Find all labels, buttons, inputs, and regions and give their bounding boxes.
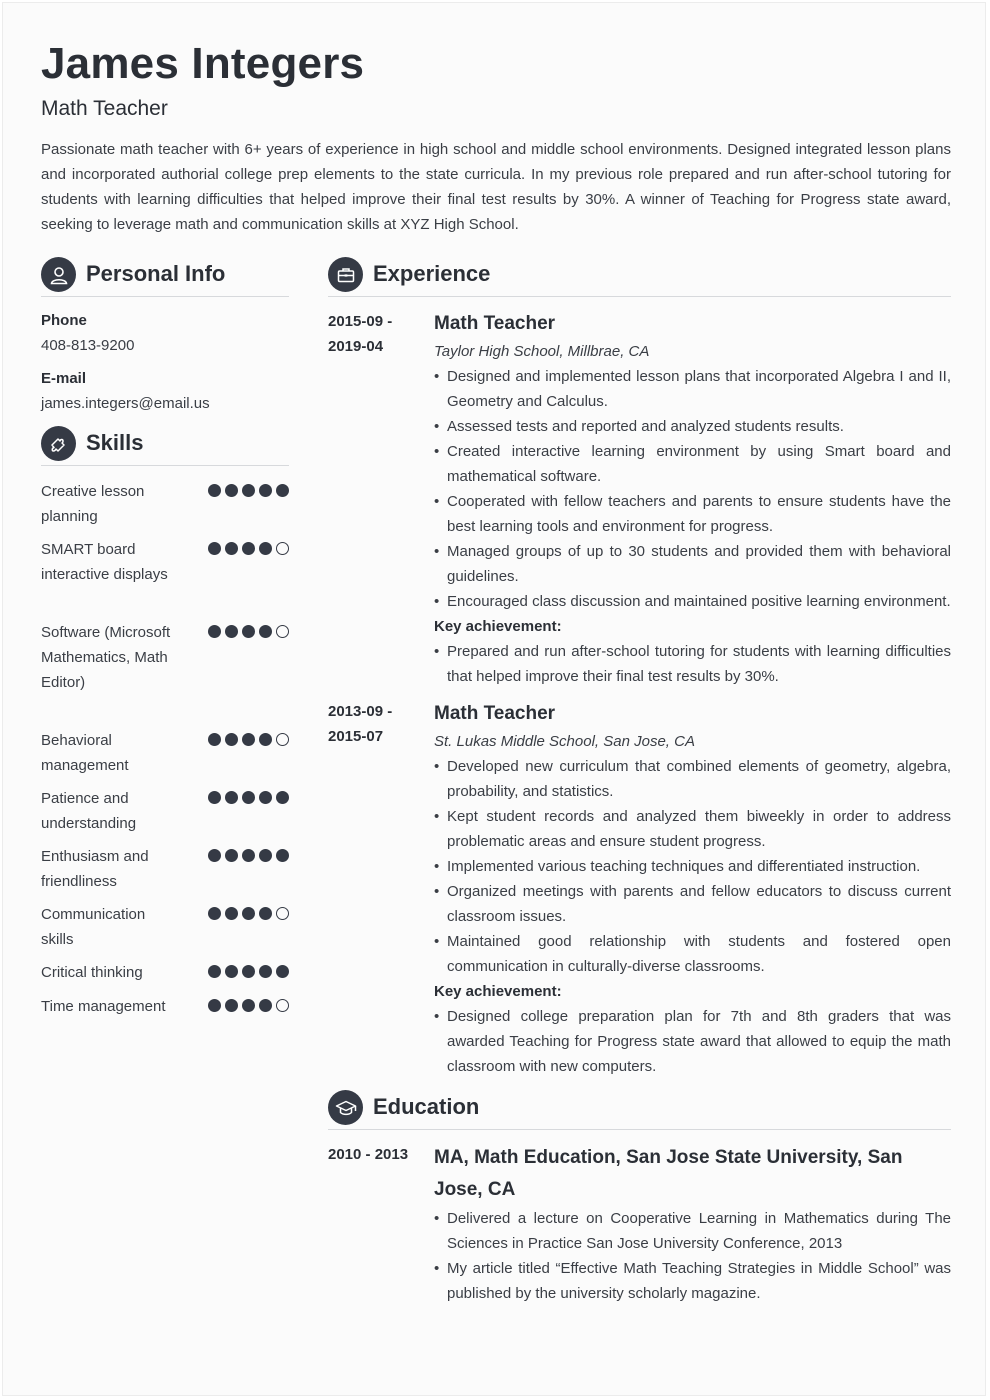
skill-name: Software (Microsoft Mathematics, Math Editor) [41,624,171,691]
skill-rating [208,999,289,1012]
skill-rating [208,791,289,804]
rating-dot-filled [259,733,272,746]
bullet-item: • Created interactive learning environment by using Smart board and mathematical software. [434,439,951,489]
entry-title: Math Teacher [434,703,556,724]
rating-dot-filled [242,849,255,862]
bullet-item: • Designed and implemented lesson plans that incorporated Algebra I and II, Geometry and Calculus. [434,364,951,414]
skill-name: Critical thinking [41,964,143,981]
rating-dot-filled [208,542,221,555]
skill-rating [208,484,289,497]
rating-dot-empty [276,733,289,746]
skill-rating [208,849,289,862]
rating-dot-empty [276,625,289,638]
rating-dot-filled [276,484,289,497]
skill-item [41,728,289,778]
rating-dot-filled [208,907,221,920]
key-achievement: • Designed college preparation plan for 7th and 8th graders that was awarded Teaching for Progress state award that allowed to equip the math classroom with new computers. [434,1004,951,1079]
skill-item [41,844,289,894]
rating-dot-filled [208,625,221,638]
bullet-item: • Encouraged class discussion and maintained positive learning environment. [434,589,951,614]
education-header [328,1090,951,1130]
rating-dot-filled [225,849,238,862]
job-title: Math Teacher [41,97,168,120]
summary: Passionate math teacher with 6+ years of experience in high school and middle school environments. Designed integrated lesson plans and incorporated authorial college prep elements to the state curricula. In my previous role prepared and run after-school tutoring for students with learning difficulties that helped improve their final test results by 30%. A winner of Teaching for Progress state award, seeking to leverage math and communication skills at XYZ High School. [41,141,951,233]
bullet-item: • Kept student records and analyzed them biweekly in order to address problematic areas and ensure student progress. [434,804,951,854]
rating-dot-filled [225,965,238,978]
skill-rating [208,907,289,920]
skills-header [41,426,289,466]
rating-dot-filled [225,999,238,1012]
skill-name: SMART board interactive displays [41,541,168,583]
key-achievement-label: Key achievement: [434,983,562,1000]
rating-dot-filled [259,542,272,555]
skill-item [41,620,289,695]
rating-dot-filled [276,849,289,862]
skill-name: Time management [41,998,166,1015]
skills-heading: Skills [86,430,144,455]
rating-dot-empty [276,999,289,1012]
rating-dot-filled [225,542,238,555]
puzzle-icon [41,426,76,461]
user-icon [41,257,76,292]
skill-item [41,786,289,836]
entry-bullets [434,1206,951,1306]
bullet-item: • Organized meetings with parents and fellow educators to discuss current classroom issues. [434,879,951,929]
rating-dot-filled [259,999,272,1012]
entry-date: 2013-09 - 2015-07 [328,703,393,745]
rating-dot-filled [225,484,238,497]
personal-info-header [41,257,289,297]
graduation-cap-icon [328,1090,363,1125]
rating-dot-filled [276,791,289,804]
key-achievement-label: Key achievement: [434,618,562,635]
rating-dot-filled [208,733,221,746]
rating-dot-filled [225,733,238,746]
skill-name: Communication skills [41,906,146,948]
skill-name: Patience and understanding [41,790,137,832]
skill-item [41,902,289,952]
phone-label: Phone [41,312,87,329]
rating-dot-filled [208,999,221,1012]
rating-dot-filled [242,733,255,746]
rating-dot-filled [242,965,255,978]
rating-dot-filled [259,791,272,804]
education-entry [328,1142,951,1306]
skill-rating [208,542,289,555]
skill-name: Behavioral management [41,732,129,774]
rating-dot-filled [208,965,221,978]
experience-entry [328,699,951,1079]
entry-date: 2015-09 - 2019-04 [328,313,393,355]
entry-bullets [434,364,951,614]
skill-name: Enthusiasm and friendliness [41,848,149,890]
rating-dot-filled [242,791,255,804]
bullet-item: • Implemented various teaching techniques and differentiated instruction. [434,854,951,879]
skill-rating [208,625,289,638]
skill-rating [208,965,289,978]
degree-title: MA, Math Education, San Jose State University, San Jose, CA [434,1147,903,1200]
candidate-name: James Integers [41,39,365,88]
email-label: E-mail [41,370,87,387]
skill-rating [208,733,289,746]
experience-entry [328,309,951,689]
bullet-item: • Managed groups of up to 30 students and provided them with behavioral guidelines. [434,539,951,589]
rating-dot-filled [259,965,272,978]
key-achievement: • Prepared and run after-school tutoring for students with learning difficulties that helped improve their final test results by 30%. [434,639,951,689]
skill-name: Creative lesson planning [41,483,145,525]
resume-page [2,2,986,1396]
education-heading: Education [373,1094,480,1119]
rating-dot-filled [242,625,255,638]
skill-item [41,537,289,587]
skill-item [41,479,289,529]
skill-item [41,960,289,985]
bullet-item: • My article titled “Effective Math Teaching Strategies in Middle School” was published by the university scholarly magazine. [434,1256,951,1306]
rating-dot-empty [276,542,289,555]
entry-date: 2010 - 2013 [328,1146,409,1163]
rating-dot-filled [276,965,289,978]
rating-dot-filled [225,791,238,804]
entry-title: Math Teacher [434,313,556,334]
phone-value: 408-813-9200 [41,337,135,354]
rating-dot-filled [242,542,255,555]
rating-dot-filled [242,484,255,497]
rating-dot-filled [208,484,221,497]
entry-organization: St. Lukas Middle School, San Jose, CA [434,733,695,750]
bullet-item: • Developed new curriculum that combined elements of geometry, algebra, probability, and statistics. [434,754,951,804]
bullet-item: • Maintained good relationship with students and fostered open communication in culturally-diverse classrooms. [434,929,951,979]
rating-dot-filled [259,849,272,862]
rating-dot-filled [242,999,255,1012]
experience-header [328,257,951,297]
briefcase-icon [328,257,363,292]
rating-dot-filled [259,484,272,497]
rating-dot-filled [242,907,255,920]
rating-dot-filled [208,849,221,862]
rating-dot-filled [225,907,238,920]
skill-item [41,994,289,1019]
rating-dot-filled [225,625,238,638]
experience-heading: Experience [373,261,491,286]
rating-dot-filled [208,791,221,804]
rating-dot-filled [259,625,272,638]
personal-info-heading: Personal Info [86,261,226,286]
entry-organization: Taylor High School, Millbrae, CA [434,343,650,360]
entry-bullets [434,754,951,979]
bullet-item: • Assessed tests and reported and analyzed students results. [434,414,951,439]
rating-dot-empty [276,907,289,920]
bullet-item: • Delivered a lecture on Cooperative Learning in Mathematics during The Sciences in Practice San Jose University Conference, 2013 [434,1206,951,1256]
bullet-item: • Cooperated with fellow teachers and parents to ensure students have the best learning tools and environment for progress. [434,489,951,539]
rating-dot-filled [259,907,272,920]
email-value: james.integers@email.us [41,395,210,412]
